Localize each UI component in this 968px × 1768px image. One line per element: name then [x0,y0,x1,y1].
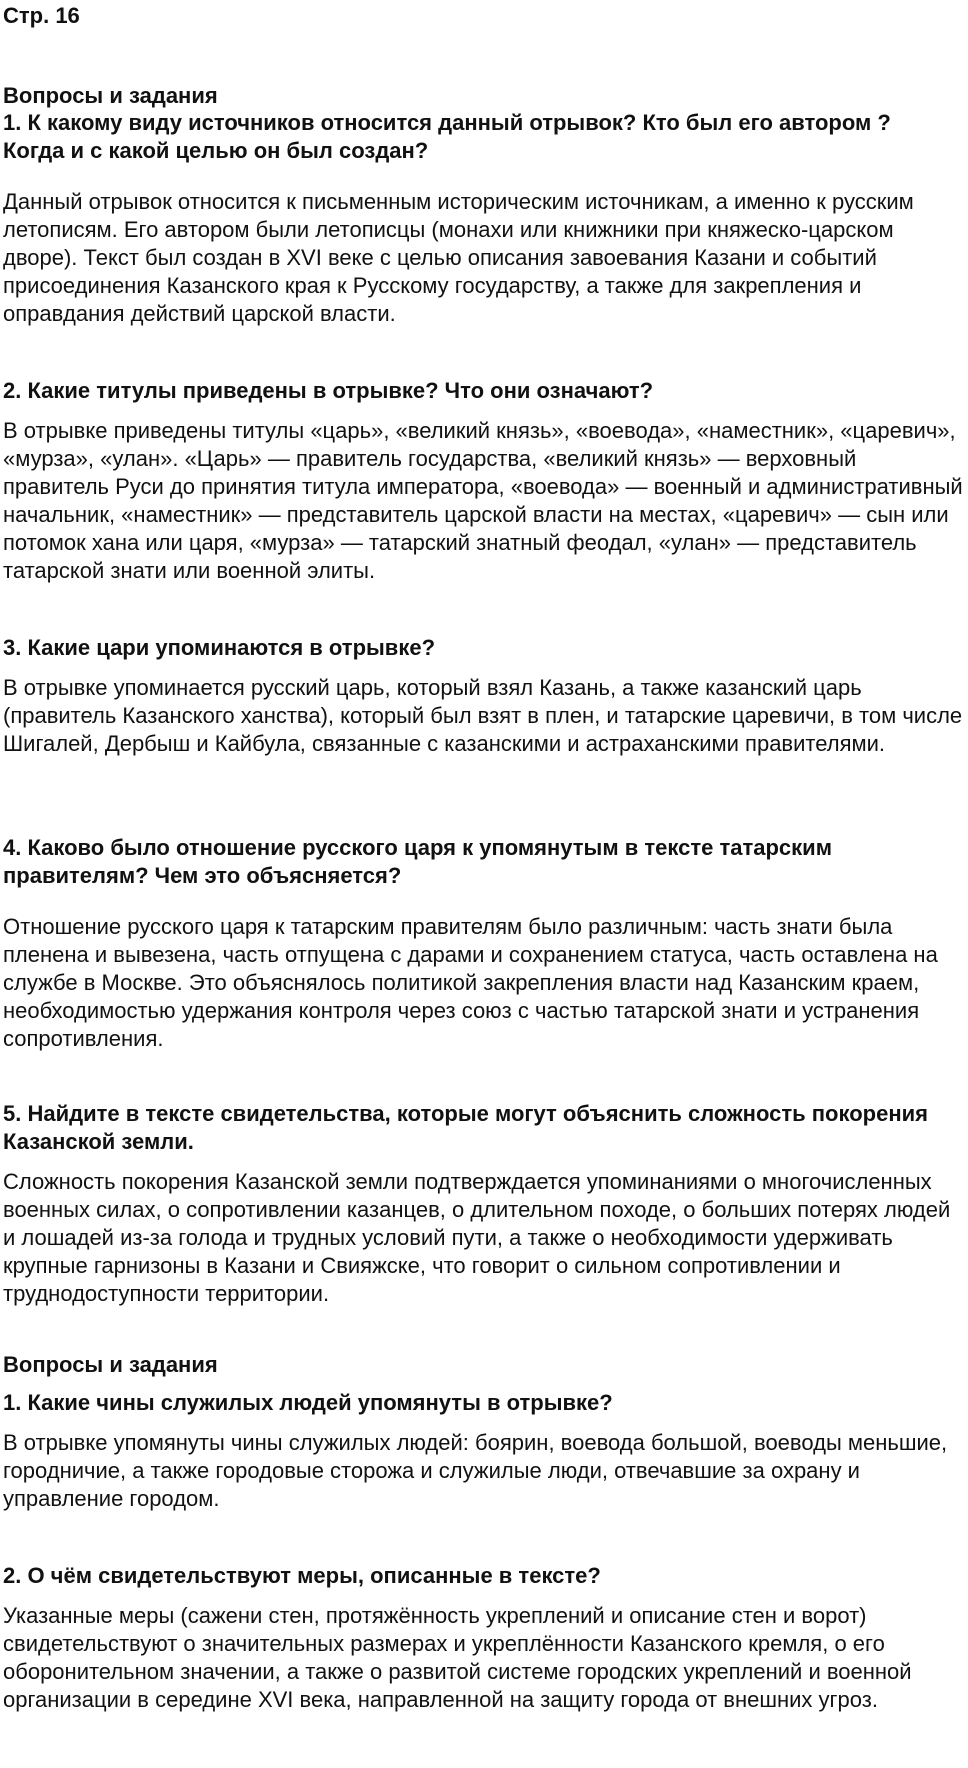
answer-2-2: Указанные меры (сажени стен, протяжённость укреплений и описание стен и ворот) свидетельствуют о значительных размерах и укреплённости Казанского кремля, о его оборонительном значении, а также о развитой системе городских укреплений и военной организации в середине XVI века, направленной на защиту города от внешних угроз. [3,1603,912,1712]
answer-1-3: В отрывке упоминается русский царь, который взял Казань, а также казанский царь (правитель Казанского ханства), который был взят в плен, и татарские царевичи, в том числе Шигалей, Дербыш и Кайбула, связанные с казанскими и астраханскими правителями. [3,675,963,756]
section-heading-2: Вопросы и задания [3,1352,218,1377]
question-2-1: 1. Какие чины служилых людей упомянуты в отрывке? [3,1390,613,1415]
section-heading-1: Вопросы и задания [3,83,218,108]
question-1-2: 2. Какие титулы приведены в отрывке? Что они означают? [3,378,654,403]
question-1-4: 4. Каково было отношение русского царя к упомянутым в тексте татарским правителям? Чем это объясняется? [3,835,832,888]
question-1-3: 3. Какие цари упоминаются в отрывке? [3,635,436,660]
answer-1-2: В отрывке приведены титулы «царь», «великий князь», «воевода», «наместник», «царевич», «мурза», «улан». «Царь» — правитель государства, «великий князь» — верховный правитель Руси до принятия титула императора, «воевода» — военный и административный начальник, «наместник» — представитель царской власти на местах, «царевич» — сын или потомок хана или царя, «мурза» — татарский знатный феодал, «улан» — представитель татарской знати или военной элиты. [3,418,963,583]
question-1-5: 5. Найдите в тексте свидетельства, которые могут объяснить сложность покорения Казанской земли. [3,1101,928,1154]
question-1-1: 1. К какому виду источников относится данный отрывок? Кто был его автором ? Когда и с какой целью он был создан? [3,110,891,163]
page-number: Стр. 16 [3,3,80,28]
answer-1-5: Сложность покорения Казанской земли подтверждается упоминаниями о многочисленных военных силах, о сопротивлении казанцев, о длительном походе, о больших потерях людей и лошадей из-за голода и трудных условий пути, а также о необходимости удерживать крупные гарнизоны в Казани и Свияжске, что говорит о сильном сопротивлении и труднодоступности территории. [3,1169,951,1306]
answer-1-1: Данный отрывок относится к письменным историческим источникам, а именно к русским летописям. Его автором были летописцы (монахи или книжники при княжеско-царском дворе). Текст был создан в XVI веке с целью описания завоевания Казани и событий присоединения Казанского края к Русскому государству, а также для закрепления и оправдания действий царской власти. [3,189,914,326]
answer-2-1: В отрывке упомянуты чины служилых людей: боярин, воевода большой, воеводы меньшие, городничие, а также городовые сторожа и служилые люди, отвечавшие за охрану и управление городом. [3,1430,948,1511]
answer-1-4: Отношение русского царя к татарским правителям было различным: часть знати была пленена и вывезена, часть отпущена с дарами и сохранением статуса, часть оставлена на службе в Москве. Это объяснялось политикой закрепления власти над Казанским краем, необходимостью удержания контроля через союз с частью татарской знати и устранения сопротивления. [3,914,938,1051]
question-2-2: 2. О чём свидетельствуют меры, описанные в тексте? [3,1563,601,1588]
